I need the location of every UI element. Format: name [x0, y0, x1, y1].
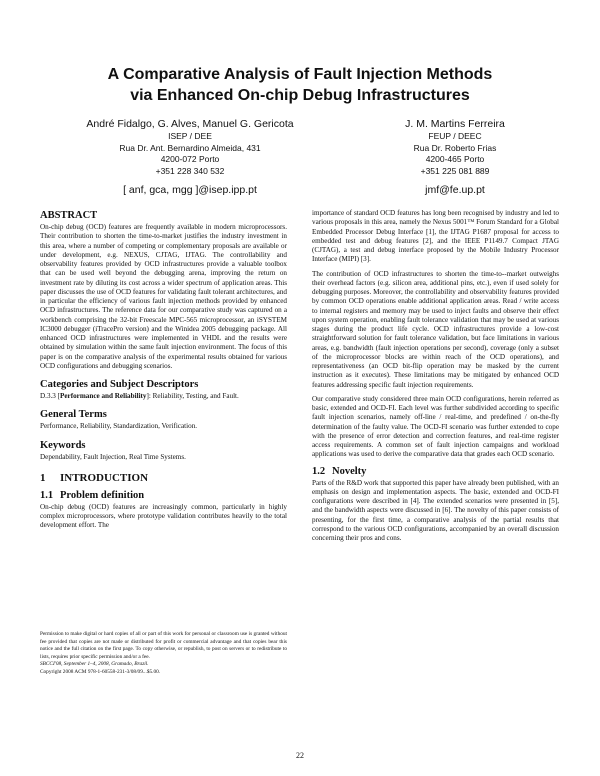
novelty-number: 1.2: [312, 465, 326, 477]
author-affiliation: ISEP / DEE: [168, 131, 212, 141]
categories-rest: ]: Reliability, Testing, and Fault.: [146, 392, 239, 400]
author-address-1: Rua Dr. Roberto Frias: [413, 142, 497, 153]
right-paragraph-1: importance of standard OCD features has long been recognised by industry and led to various proposals in this area, namely the Nexus 5001™ Forum Standard for a Global Embedded Processor Debug Interface [1], the IJTAG P1687 proposal for access to embedded test and debug features [2], and the IEEE P1149.7 Compact JTAG (CJTAG), a test and debug interface proposed by the Mobile Industry Processor Interface (MIPI) [3].: [312, 209, 559, 264]
categories-heading: Categories and Subject Descriptors: [40, 379, 199, 390]
author-names: André Fidalgo, G. Alves, Manuel G. Gericota: [86, 118, 294, 130]
author-address-2: 4200-072 Porto: [160, 154, 220, 164]
right-paragraph-2: The contribution of OCD infrastructures to shorten the time-to--market outweighs their overhead factors (e.g. silicon area, additional pins, etc.), even if used solely for debugging purposes. Moreover, the controllability and observability features provided by common OCD operations enable additional application areas. Read / write access to internal registers and memory may be used to inject faults and observe their effect upon system operation, enabling fault tolerance validation that may be used at various stages during the product life cycle. OCD infrastructures provide a low-cost straightforward solution for fault tolerance validation, but face limitations in various areas, e.g. bandwidth (fault injection operations per second), coverage (only a subset of the microprocessor blocks are within reach of the OCD operations), and representativeness (an OCD bit-flip operation may be masked by the current instruction as it executes). These limitations may be mitigated by enhanced OCD features addressing specific fault injection requirements.: [312, 269, 559, 389]
intro-title: INTRODUCTION: [60, 471, 149, 484]
author-email: jmf@fe.up.pt: [425, 184, 485, 196]
intro-number: 1: [40, 471, 46, 484]
general-terms-heading: General Terms: [40, 409, 107, 421]
author-address-2: 4200-465 Porto: [425, 154, 485, 164]
novelty-heading: [312, 465, 559, 478]
right-paragraph-3: Our comparative study considered three main OCD configurations, herein referred as basic, extended and OCD-FI. Each level was further subdivided according to specific fault injection scenarios, namely off-line / real-time, and predefined / on-the-fly determination of the faulty value. The OCD-FI scenario was further extended to cope with the presence of error detection and correction features, and real-time register access requirements. A common set of fault injection campaigns and workload applications was used to derive the comparative data that grades each OCD scenario.: [312, 394, 559, 459]
categories-text: [40, 392, 287, 401]
author-block-feup: [355, 117, 555, 197]
intro-heading: [40, 472, 287, 485]
novelty-title: Novelty: [332, 465, 367, 477]
copyright-notice: [40, 631, 287, 677]
paper-title: [40, 64, 560, 106]
author-names: J. M. Martins Ferreira: [405, 118, 505, 130]
title-line-1: A Comparative Analysis of Fault Injection Methods: [107, 66, 493, 83]
left-column: [40, 209, 287, 536]
problem-definition-title: Problem definition: [60, 489, 145, 501]
abstract-text: On-chip debug (OCD) features are frequently available in modern microprocessors. Their contribution to shorten the time-to-market justifies the industry investment in this area, where a number of competing or complementary proposals are available or under development, e.g. NEXUS, CJTAG, IJTAG. The controllability and observability features provided by OCD infrastructures provide a valuable toolbox that can be used well beyond the debugging arena, improving the return on investment rate by diluting its cost across a wider spectrum of application areas. This paper discusses the use of OCD features for validating fault tolerant architectures, and in particular the efficiency of various fault injection methods provided by enhanced OCD infrastructures. The reference data for our comparative study was captured on a workbench comprising the 32-bit Freescale MPC-565 microprocessor, an iSYSTEM IC3000 debugger (iTracePro version) and the Winidea 2005 debugging package. All enhanced OCD infrastructures were implemented in VHDL and the results were obtained by simulation within the same fault injection environment. The focus of this paper is on the comparative analysis of the experimental results obtained for various OCD configurations and debugging scenarios.: [40, 223, 287, 370]
problem-definition-heading: [40, 489, 287, 502]
author-affiliation: FEUP / DEEC: [428, 131, 482, 141]
intro-text: On-chip debug (OCD) features are increasingly common, particularly in highly complex microprocessors, where prototype validation contributes heavily to the total development effort. The: [40, 502, 287, 530]
keywords-text: Dependability, Fault Injection, Real Time Systems.: [40, 452, 186, 461]
conference-venue: SBCCI'08, September 1–4, 2008, Gramado, Brazil.: [40, 661, 149, 668]
author-block-isep: [60, 117, 320, 197]
title-line-2: via Enhanced On-chip Debug Infrastructures: [130, 87, 470, 104]
author-phone: +351 225 081 889: [420, 165, 490, 176]
author-phone: +351 228 340 532: [155, 165, 225, 176]
categories-code: D.3.3 [: [40, 392, 61, 400]
copyright-line: Copyright 2008 ACM 978-1-60558-231-3/08/09...$5.00.: [40, 668, 161, 675]
author-email: [ anf, gca, mgg ]@isep.ipp.pt: [123, 184, 257, 196]
right-paragraph-4: Parts of the R&D work that supported this paper have already been published, with an emphasis on design and implementation aspects. The basic, extended and OCD-FI configurations were described in [4]. The extended scenarios were presented in [5], and the bandwidth aspects were discussed in [6]. The novelty of this paper consists of presenting, for the first time, a comparative analysis of the partial results that correspond to the various OCD configurations, accompanied by an overall discussion concerning their pros and cons.: [312, 478, 559, 542]
keywords-heading: Keywords: [40, 439, 86, 451]
abstract-heading: ABSTRACT: [40, 210, 98, 221]
author-address-1: Rua Dr. Ant. Bernardino Almeida, 431: [119, 142, 261, 153]
problem-definition-number: 1.1: [40, 489, 54, 501]
general-terms-text: Performance, Reliability, Standardization, Verification.: [40, 422, 198, 431]
categories-bold: Performance and Reliability: [60, 392, 147, 400]
right-column: [312, 209, 559, 548]
page-number: 22: [296, 751, 304, 760]
permission-text: Permission to make digital or hard copies of all or part of this work for personal or classroom use is granted without fee provided that copies are not made or distributed for profit or commercial advantage and that copies bear this notice and the full citation on the first page. To copy otherwise, or republish, to post on servers or to redistribute to lists, requires prior specific permission and/or a fee.: [40, 631, 287, 660]
